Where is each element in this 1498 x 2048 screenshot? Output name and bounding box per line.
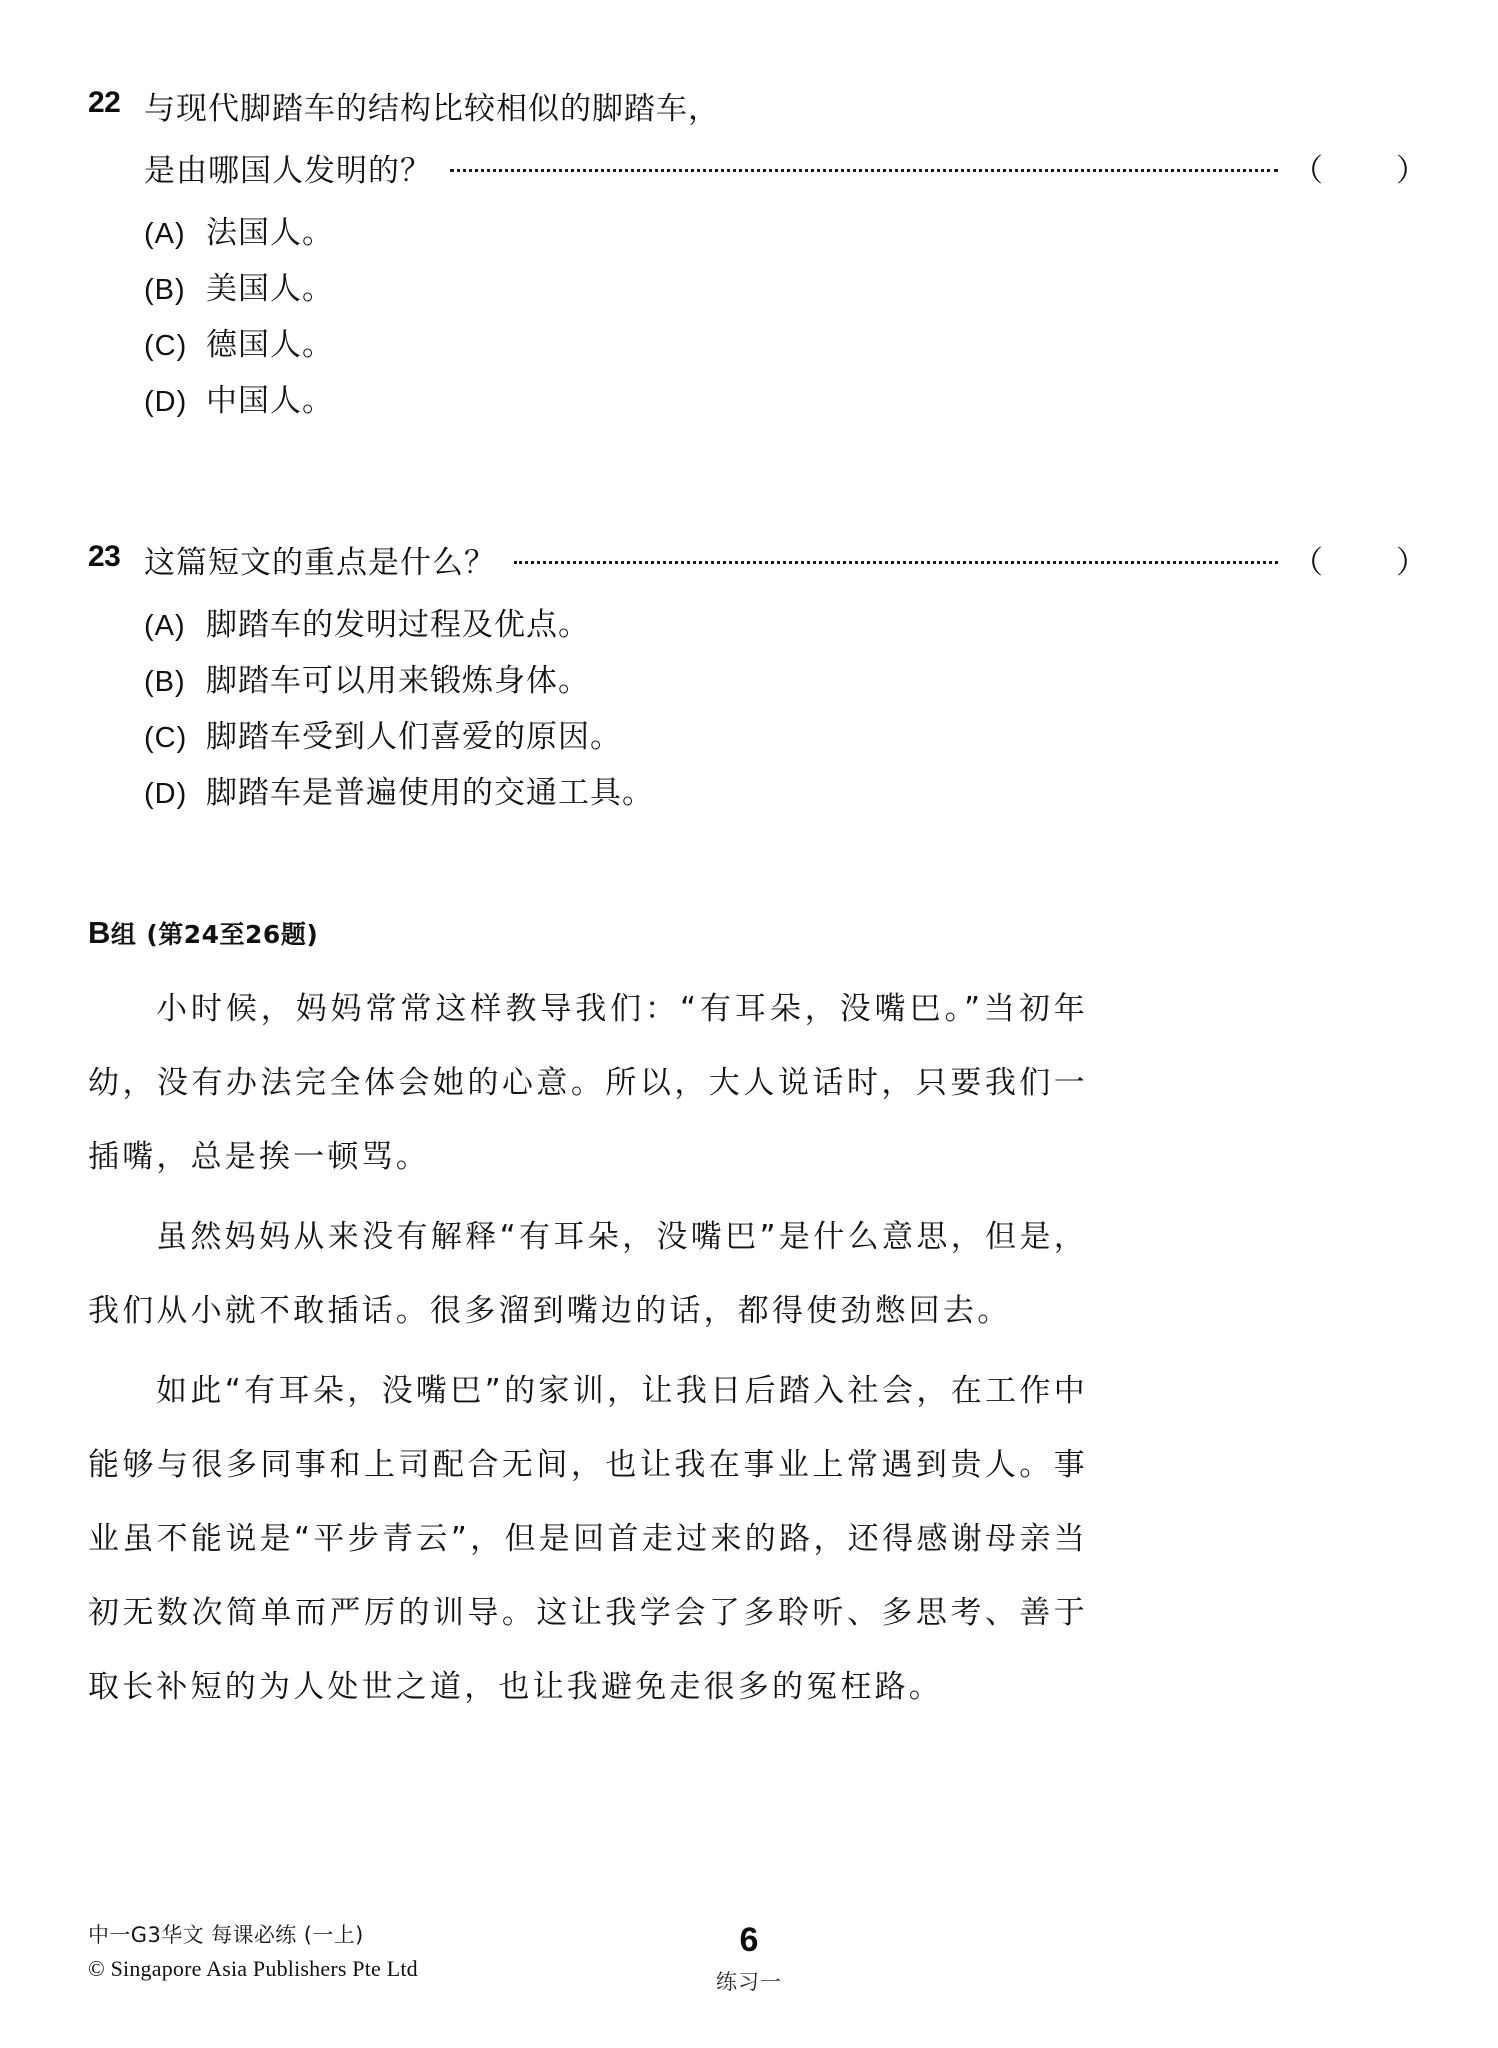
section-b-word: 组 <box>110 920 137 949</box>
option-text: 美国人。 <box>206 271 334 307</box>
option-text: 法国人。 <box>206 215 334 251</box>
question-23-option-d[interactable] <box>144 766 1428 822</box>
page-footer <box>0 1878 1498 2048</box>
option-label: (B) <box>144 274 186 306</box>
passage-paragraph-3: 如此“有耳朵，没嘴巴”的家训，让我日后踏入社会，在工作中能够与很多同事和上司配合无间，也让我在事业上常遇到贵人。事业虽不能说是“平步青云”，但是回首走过来的路，还得感谢母亲当初无数次简单而严厉的训导。这让我学会了多聆听、多思考、善于取长补短的为人处世之道，也让我避免走很多的冤枉路。 <box>88 1373 1088 1705</box>
question-22-header <box>88 78 1428 202</box>
question-23-option-a[interactable] <box>144 598 1428 654</box>
question-22-stem-line-1 <box>144 78 1428 140</box>
question-22-stem-text-2: 是由哪国人发明的？ <box>144 153 432 189</box>
option-label: (B) <box>144 666 186 698</box>
question-22-bracket-open: （ <box>1292 153 1324 189</box>
question-22-answer-box[interactable] <box>1292 140 1428 202</box>
question-22-stem-text-1: 与现代脚踏车的结构比较相似的脚踏车， <box>144 91 720 127</box>
option-label: (D) <box>144 386 188 418</box>
section-b-heading <box>88 915 318 951</box>
question-23-stem-line-1 <box>144 532 1428 594</box>
question-22-number: 22 <box>88 86 121 119</box>
question-23-body <box>144 532 1428 594</box>
option-text: 脚踏车受到人们喜爱的原因。 <box>206 719 622 755</box>
option-text: 德国人。 <box>206 327 334 363</box>
question-23-answer-box[interactable] <box>1292 532 1428 594</box>
question-22-options <box>88 206 1428 430</box>
question-23-option-c[interactable] <box>144 710 1428 766</box>
footer-center-block <box>0 1922 1498 1996</box>
question-22-option-d[interactable] <box>144 374 1428 430</box>
question-22-option-c[interactable] <box>144 318 1428 374</box>
option-label: (C) <box>144 330 188 362</box>
question-22-body <box>144 78 1428 202</box>
question-23-option-b[interactable] <box>144 654 1428 710</box>
question-23-stem-text-1: 这篇短文的重点是什么？ <box>144 545 496 581</box>
footer-exercise-label: 练习一 <box>716 1970 782 1994</box>
question-22-leader-dots <box>450 169 1278 172</box>
question-23-header <box>88 532 1428 594</box>
section-b-letter: B <box>88 915 111 950</box>
footer-book-title: 中一G3华文 每课必练 (一上) <box>88 1923 364 1947</box>
question-22-bracket-close: ） <box>1396 153 1428 189</box>
option-text: 脚踏车可以用来锻炼身体。 <box>206 663 590 699</box>
question-22-option-a[interactable] <box>144 206 1428 262</box>
option-text: 脚踏车是普遍使用的交通工具。 <box>206 775 654 811</box>
passage-paragraph-2: 虽然妈妈从来没有解释“有耳朵，没嘴巴”是什么意思，但是，我们从小就不敢插话。很多溜到嘴边的话，都得使劲憋回去。 <box>88 1219 1088 1329</box>
footer-copyright: © Singapore Asia Publishers Pte Ltd <box>88 1956 418 1981</box>
question-22-option-b[interactable] <box>144 262 1428 318</box>
question-22-stem-line-2 <box>144 140 1428 202</box>
option-label: (A) <box>144 610 186 642</box>
option-label: (C) <box>144 722 188 754</box>
option-text: 脚踏车的发明过程及优点。 <box>206 607 590 643</box>
option-label: (D) <box>144 778 188 810</box>
question-23 <box>88 532 1428 822</box>
question-23-number: 23 <box>88 540 121 573</box>
question-22 <box>88 78 1428 430</box>
reading-passage <box>88 972 1088 1730</box>
passage-paragraph-1: 小时候，妈妈常常这样教导我们：“有耳朵，没嘴巴。”当初年幼，没有办法完全体会她的心意。所以，大人说话时，只要我们一插嘴，总是挨一顿骂。 <box>88 991 1088 1175</box>
question-23-options <box>88 598 1428 822</box>
option-text: 中国人。 <box>206 383 334 419</box>
section-b-range: (第24至26题) <box>146 920 319 949</box>
option-label: (A) <box>144 218 186 250</box>
question-23-bracket-open: （ <box>1292 545 1324 581</box>
question-23-bracket-close: ） <box>1396 545 1428 581</box>
page-number: 6 <box>739 1921 759 1959</box>
question-23-leader-dots <box>514 561 1278 564</box>
